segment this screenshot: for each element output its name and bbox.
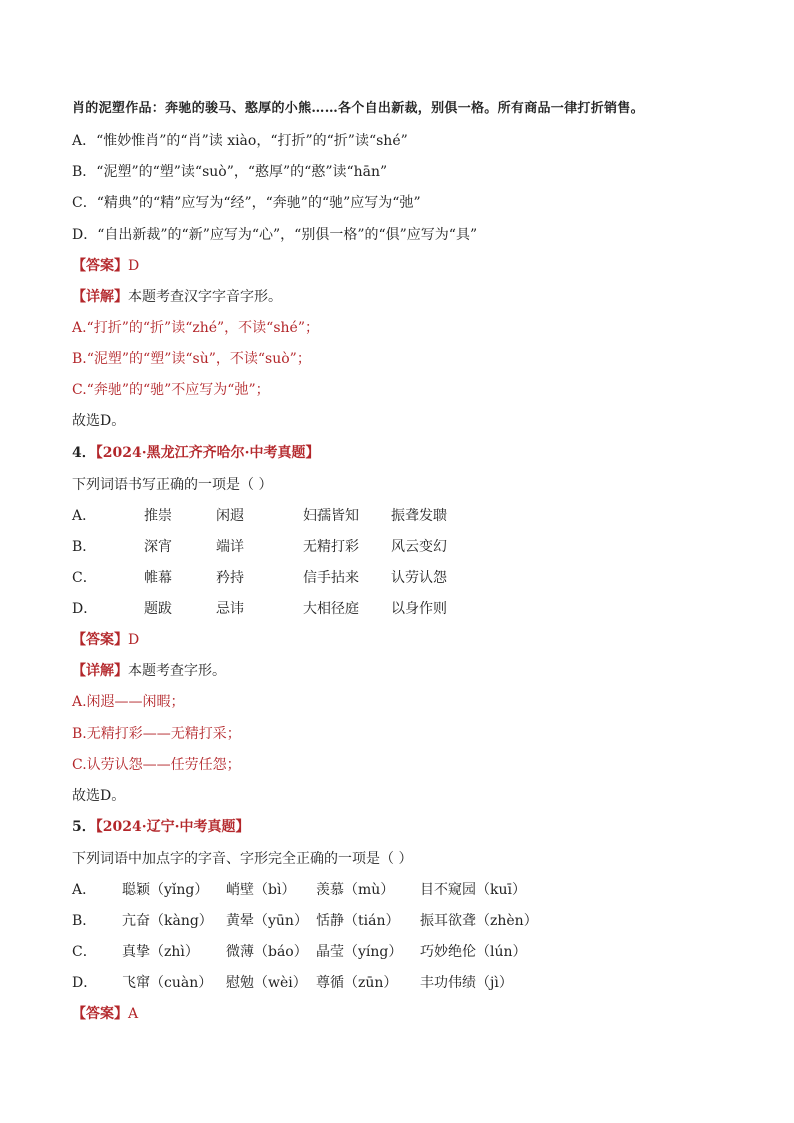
q4-title xyxy=(72,443,319,463)
option-word: 振耳欲聋（zhèn） xyxy=(420,913,538,929)
option-word: 推崇 xyxy=(144,508,172,524)
option-label: C． xyxy=(72,570,97,586)
option-word: 真挚（zhì） xyxy=(122,944,199,960)
q3-option-c: C．“精典”的“精”应写为“经”，“奔驰”的“驰”应写为“弛” xyxy=(72,195,421,211)
option-word: 矜持 xyxy=(216,570,244,586)
answer-tag: 【答案】 xyxy=(72,258,128,274)
q4-stem: 下列词语书写正确的一项是（ ） xyxy=(72,477,273,493)
q3-explanation-b: B.“泥塑”的“塑”读“sù”，不读“suò”； xyxy=(72,351,311,367)
option-word: 信手拈来 xyxy=(303,570,359,586)
option-word: 大相径庭 xyxy=(303,601,359,617)
q5-option-d xyxy=(72,973,513,993)
option-word: 端详 xyxy=(216,539,244,555)
option-word: 妇孺皆知 xyxy=(303,508,359,524)
option-word: 认劳认怨 xyxy=(391,570,447,586)
q5-option-a xyxy=(72,880,526,900)
q5-answer xyxy=(72,1004,138,1024)
option-word: 恬静（tián） xyxy=(316,913,400,929)
option-word: 风云变幻 xyxy=(391,539,447,555)
q5-number: 5． xyxy=(72,819,96,835)
option-word: 黄晕（yūn） xyxy=(226,913,308,929)
option-word: 巧妙绝伦（lún） xyxy=(420,944,527,960)
option-word: 振聋发聩 xyxy=(391,508,447,524)
option-word: 无精打彩 xyxy=(303,539,359,555)
option-word: 飞窜（cuàn） xyxy=(122,975,213,991)
answer-tag: 【答案】 xyxy=(72,1006,128,1022)
q5-option-c xyxy=(72,942,527,962)
option-label: B． xyxy=(72,913,97,929)
q3-conclusion: 故选D。 xyxy=(72,413,126,429)
detail-tag: 【详解】 xyxy=(72,663,128,679)
option-word: 慰勉（wèi） xyxy=(226,975,307,991)
q3-option-a: A．“惟妙惟肖”的“肖”读 xiào，“打折”的“折”读“shé” xyxy=(72,133,408,149)
q4-option-b xyxy=(72,537,447,557)
option-word: 聪颖（yǐng） xyxy=(122,882,209,898)
q3-explanation-c: C.“奔驰”的“驰”不应写为“弛”； xyxy=(72,382,270,398)
q3-explanation-a: A.“打折”的“折”读“zhé”，不读“shé”； xyxy=(72,320,319,336)
q5-source: 【2024·辽宁·中考真题】 xyxy=(95,819,250,835)
option-word: 忌讳 xyxy=(216,601,244,617)
answer-tag: 【答案】 xyxy=(72,632,128,648)
q4-conclusion: 故选D。 xyxy=(72,788,126,804)
detail-text: 本题考查汉字字音字形。 xyxy=(128,289,282,305)
q5-option-b xyxy=(72,911,538,931)
option-word: 晶莹（yíng） xyxy=(316,944,403,960)
option-label: C． xyxy=(72,944,97,960)
q4-option-c xyxy=(72,568,447,588)
detail-tag: 【详解】 xyxy=(72,289,128,305)
option-word: 以身作则 xyxy=(391,601,447,617)
q3-option-b: B．“泥塑”的“塑”读“suò”，“憨厚”的“憨”读“hān” xyxy=(72,164,388,180)
intro-text: 肖的泥塑作品：奔驰的骏马、憨厚的小熊……各个自出新裁，别俱一格。所有商品一律打折销售。 xyxy=(72,101,644,116)
option-label: B． xyxy=(72,539,97,555)
option-label: A． xyxy=(72,508,97,524)
q3-option-d: D．“自出新裁”的“新”应写为“心”，“别俱一格”的“俱”应写为“具” xyxy=(72,227,478,243)
option-word: 题跋 xyxy=(144,601,172,617)
q4-detail xyxy=(72,661,226,681)
option-word: 微薄（báo） xyxy=(226,944,308,960)
q4-explanation-a: A.闲遐——闲暇； xyxy=(72,694,185,710)
q4-option-a xyxy=(72,506,447,526)
detail-text: 本题考查字形。 xyxy=(128,663,226,679)
q4-explanation-b: B.无精打彩——无精打采； xyxy=(72,726,241,742)
option-label: D． xyxy=(72,601,98,617)
option-word: 帷幕 xyxy=(144,570,172,586)
option-word: 深宵 xyxy=(144,539,172,555)
q3-detail xyxy=(72,287,282,307)
q5-title xyxy=(72,817,249,837)
q4-source: 【2024·黑龙江齐齐哈尔·中考真题】 xyxy=(95,445,320,461)
option-word: 峭壁（bì） xyxy=(226,882,296,898)
option-word: 亢奋（kàng） xyxy=(122,913,213,929)
answer-value: A xyxy=(128,1006,139,1022)
q4-option-d xyxy=(72,599,447,619)
option-word: 目不窥园（kuī） xyxy=(420,882,526,898)
option-word: 羡慕（mù） xyxy=(316,882,395,898)
q4-explanation-c: C.认劳认怨——任劳任怨； xyxy=(72,757,241,773)
q4-answer xyxy=(72,630,139,650)
option-label: D． xyxy=(72,975,98,991)
option-word: 丰功伟绩（jì） xyxy=(420,975,513,991)
answer-value: D xyxy=(128,258,140,274)
q4-number: 4． xyxy=(72,445,96,461)
answer-value: D xyxy=(128,632,140,648)
option-word: 尊循（zūn） xyxy=(316,975,398,991)
option-label: A． xyxy=(72,882,97,898)
option-word: 闲遐 xyxy=(216,508,244,524)
q3-answer xyxy=(72,256,139,276)
q5-stem: 下列词语中加点字的字音、字形完全正确的一项是（ ） xyxy=(72,851,413,867)
